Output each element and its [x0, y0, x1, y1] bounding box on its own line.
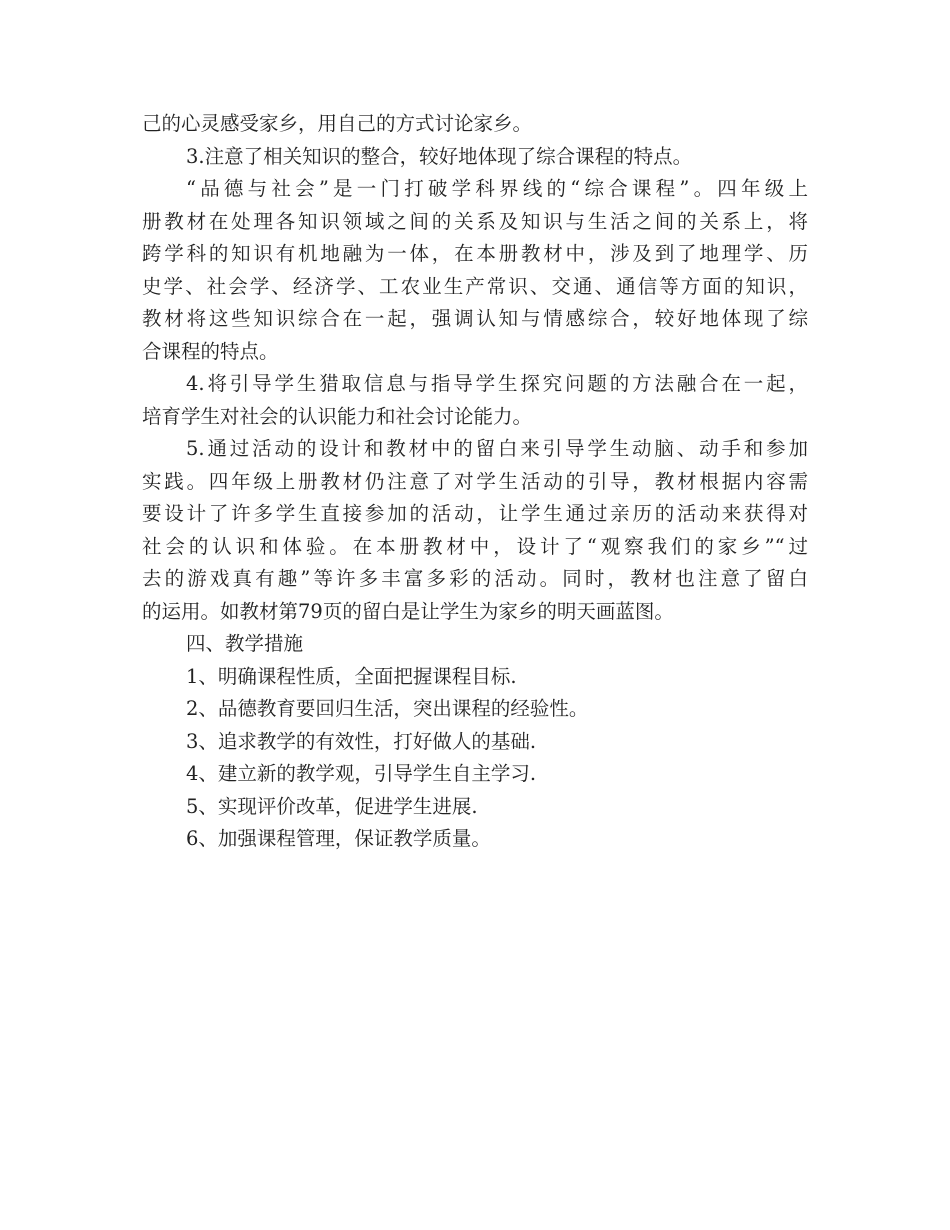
list-item-5: 5.通过活动的设计和教材中的留白来引导学生动脑、动手和参加 [186, 437, 808, 460]
measure-item-1: 1、明确课程性质，全面把握课程目标. [186, 664, 517, 688]
measure-item-3: 3、追求教学的有效性，打好做人的基础. [186, 729, 537, 753]
list-item-4: 4.将引导学生猎取信息与指导学生探究问题的方法融合在一起， [186, 372, 808, 395]
section-heading: 四、教学措施 [186, 632, 304, 655]
measure-item-2: 2、品德教育要回归生活，突出课程的经验性。 [186, 697, 589, 720]
paragraph-line-7: 教材将这些知识综合在一起，强调认知与情感综合，较好地体现了综 [142, 307, 808, 330]
paragraph-line-13: 要设计了许多学生直接参加的活动，让学生通过亲历的活动来获得对 [142, 502, 808, 525]
measure-item-6: 6、加强课程管理，保证教学质量。 [186, 827, 491, 850]
paragraph-line-5: 跨学科的知识有机地融为一体，在本册教材中，涉及到了地理学、历 [142, 242, 808, 265]
paragraph-line-3: “品德与社会”是一门打破学科界线的“综合课程”。四年级上 [186, 177, 808, 200]
paragraph-line-1: 己的心灵感受家乡，用自己的方式讨论家乡。 [142, 112, 533, 135]
measure-item-5: 5、实现评价改革，促进学生进展. [186, 794, 478, 818]
paragraph-line-10: 培育学生对社会的认识能力和社会讨论能力。 [142, 404, 533, 428]
list-item-3: 3.注意了相关知识的整合，较好地体现了综合课程的特点。 [186, 144, 693, 168]
paragraph-line-6: 史学、社会学、经济学、工农业生产常识、交通、通信等方面的知识， [142, 274, 808, 298]
document-body [142, 108, 808, 856]
paragraph-line-15: 去的游戏真有趣”等许多丰富多彩的活动。同时，教材也注意了留白 [142, 567, 808, 590]
paragraph-line-8: 合课程的特点。 [142, 339, 279, 363]
paragraph-line-12: 实践。四年级上册教材仍注意了对学生活动的引导，教材根据内容需 [142, 469, 808, 493]
paragraph-line-4: 册教材在处理各知识领域之间的关系及知识与生活之间的关系上，将 [142, 209, 808, 233]
measure-item-4: 4、建立新的教学观，引导学生自主学习. [186, 762, 537, 785]
paragraph-line-14: 社会的认识和体验。在本册教材中，设计了“观察我们的家乡”“过 [142, 534, 808, 558]
paragraph-line-16: 的运用。如教材第79页的留白是让学生为家乡的明天画蓝图。 [142, 599, 674, 623]
